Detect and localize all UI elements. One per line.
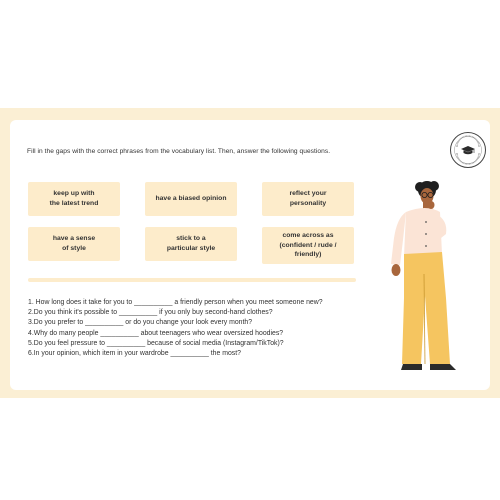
question-list xyxy=(28,298,388,359)
vocab-biased-opinion: have a biased opinion xyxy=(145,182,237,216)
question-item: 4.Why do many people __________ about teenagers who wear oversized hoodies? xyxy=(28,329,284,337)
thinking-person-icon xyxy=(370,178,480,378)
question-item: 3.Do you prefer to __________ or do you change your look every month? xyxy=(28,319,253,327)
vocab-keep-up-with-trend: keep up with the latest trend xyxy=(28,182,120,216)
graduation-cap-logo-icon xyxy=(450,132,486,168)
vocab-reflect-personality: reflect your personality xyxy=(262,182,354,216)
divider xyxy=(28,278,356,282)
vocab-sense-of-style: have a sense of style xyxy=(28,227,120,261)
question-item: 2.Do you think it's possible to __________ if you only buy second-hand clothes? xyxy=(28,309,273,317)
slide-background xyxy=(0,108,500,398)
vocab-come-across-as: come across as (confident / rude / friendly) xyxy=(262,227,354,264)
worksheet-card xyxy=(10,120,490,390)
vocab-stick-to-style: stick to a particular style xyxy=(145,227,237,261)
question-item: 5.Do you feel pressure to __________ because of social media (Instagram/TikTok)? xyxy=(28,339,284,347)
question-item: 6.In your opinion, which item in your wardrobe __________ the most? xyxy=(28,350,241,358)
instructions-text: Fill in the gaps with the correct phrases from the vocabulary list. Then, answer the following questions. xyxy=(27,148,331,155)
question-item: 1. How long does it take for you to __________ a friendly person when you meet someone new? xyxy=(28,299,323,306)
